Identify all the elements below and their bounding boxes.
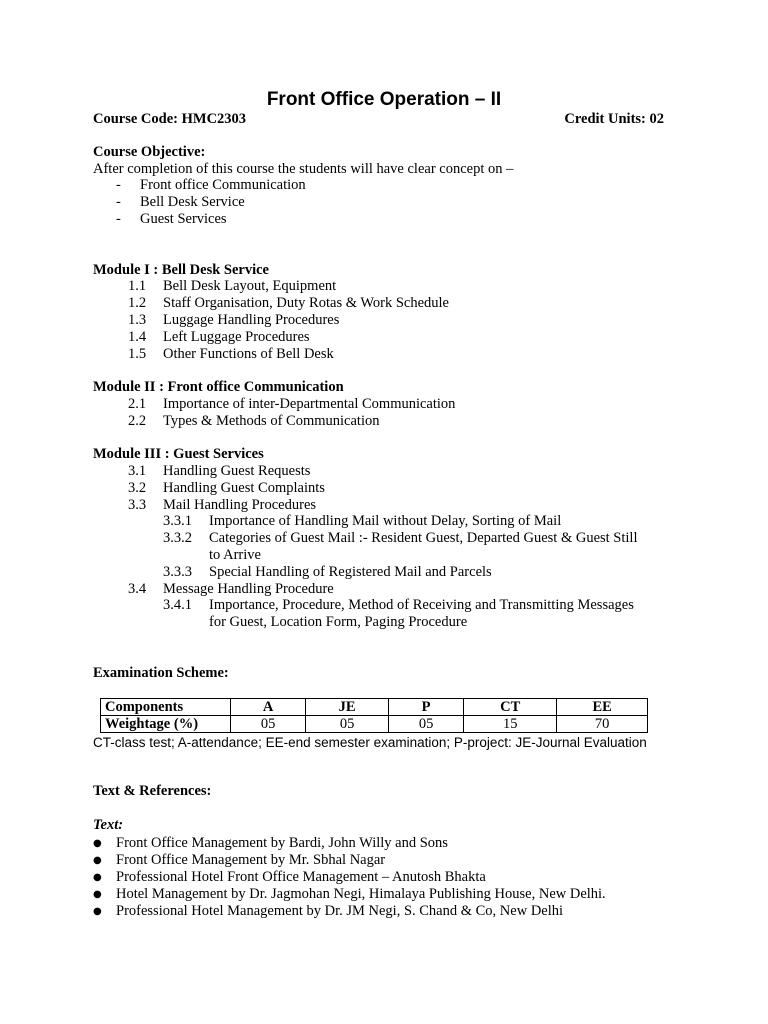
module-subitem-continuation: to Arrive	[209, 547, 261, 563]
module-item-text: Handling Guest Requests	[163, 463, 311, 479]
table-cell: 70	[557, 716, 648, 733]
module-subitem-text: Importance, Procedure, Method of Receiving and Transmitting Messages	[209, 597, 634, 613]
reference-item: Front Office Management by Mr. Sbhal Nagar	[116, 852, 386, 868]
module-1-heading: Module I : Bell Desk Service	[93, 262, 269, 278]
module-item-number: 3.2	[128, 480, 147, 496]
objective-item: Front office Communication	[140, 177, 306, 193]
objective-dash: -	[116, 194, 121, 210]
page-title: Front Office Operation – II	[266, 89, 502, 110]
module-subitem-number: 3.3.2	[163, 530, 192, 546]
module-item-number: 1.3	[128, 312, 147, 328]
table-cell: 05	[389, 716, 464, 733]
table-cell: 05	[231, 716, 306, 733]
credit-units: Credit Units: 02	[564, 111, 664, 127]
module-item-number: 1.2	[128, 295, 147, 311]
table-cell: 05	[306, 716, 389, 733]
module-subitem-number: 3.3.1	[163, 513, 192, 529]
module-subitem-number: 3.4.1	[163, 597, 192, 613]
module-item-text: Bell Desk Layout, Equipment	[163, 278, 337, 294]
module-item-text: Mail Handling Procedures	[163, 497, 317, 513]
reference-item: Front Office Management by Bardi, John Willy and Sons	[116, 835, 448, 851]
table-cell: JE	[306, 699, 389, 716]
module-2-heading: Module II : Front office Communication	[93, 379, 344, 395]
module-subitem-text: Importance of Handling Mail without Delay, Sorting of Mail	[209, 513, 562, 529]
module-item-text: Handling Guest Complaints	[163, 480, 325, 496]
module-item-number: 1.5	[128, 346, 147, 362]
module-item-text: Importance of inter-Departmental Communication	[163, 396, 456, 412]
references-subheading: Text:	[93, 817, 124, 833]
module-item-number: 1.1	[128, 278, 147, 294]
reference-item: Professional Hotel Front Office Management – Anutosh Bhakta	[116, 869, 486, 885]
module-item-text: Message Handling Procedure	[163, 581, 334, 597]
module-item-number: 3.1	[128, 463, 147, 479]
objective-heading: Course Objective:	[93, 144, 206, 160]
module-item-text: Types & Methods of Communication	[163, 413, 380, 429]
bullet-icon: ●	[93, 838, 102, 849]
exam-note: CT-class test; A-attendance; EE-end semester examination; P-project: JE-Journal Evaluation	[93, 735, 647, 750]
exam-scheme-table	[100, 698, 648, 733]
reference-item: Professional Hotel Management by Dr. JM Negi, S. Chand & Co, New Delhi	[116, 903, 564, 919]
table-cell: P	[389, 699, 464, 716]
module-3-heading: Module III : Guest Services	[93, 446, 264, 462]
module-subitem-number: 3.3.3	[163, 564, 192, 580]
module-subitem-text: Categories of Guest Mail :- Resident Guest, Departed Guest & Guest Still	[209, 530, 638, 546]
module-subitem-continuation: for Guest, Location Form, Paging Procedure	[209, 614, 468, 630]
module-subitem-text: Special Handling of Registered Mail and Parcels	[209, 564, 492, 580]
bullet-icon: ●	[93, 889, 102, 900]
module-item-number: 1.4	[128, 329, 147, 345]
module-item-number: 3.4	[128, 581, 147, 597]
module-item-text: Staff Organisation, Duty Rotas & Work Schedule	[163, 295, 449, 311]
module-item-text: Left Luggage Procedures	[163, 329, 310, 345]
references-heading: Text & References:	[93, 783, 212, 799]
table-header-row	[101, 699, 648, 716]
table-row	[101, 716, 648, 733]
table-cell: 15	[464, 716, 557, 733]
table-cell: Weightage (%)	[101, 716, 231, 733]
module-item-number: 2.2	[128, 413, 147, 429]
table-cell: Components	[101, 699, 231, 716]
objective-dash: -	[116, 211, 121, 227]
reference-item: Hotel Management by Dr. Jagmohan Negi, Himalaya Publishing House, New Delhi.	[116, 886, 606, 902]
table-cell: A	[231, 699, 306, 716]
objective-intro: After completion of this course the students will have clear concept on –	[93, 161, 514, 177]
course-code: Course Code: HMC2303	[93, 111, 247, 127]
module-item-text: Other Functions of Bell Desk	[163, 346, 334, 362]
objective-dash: -	[116, 177, 121, 193]
table-cell: CT	[464, 699, 557, 716]
objective-item: Guest Services	[140, 211, 227, 227]
exam-heading: Examination Scheme:	[93, 665, 229, 681]
module-item-text: Luggage Handling Procedures	[163, 312, 340, 328]
module-item-number: 2.1	[128, 396, 147, 412]
bullet-icon: ●	[93, 906, 102, 917]
table-cell: EE	[557, 699, 648, 716]
objective-item: Bell Desk Service	[140, 194, 245, 210]
bullet-icon: ●	[93, 855, 102, 866]
bullet-icon: ●	[93, 872, 102, 883]
module-item-number: 3.3	[128, 497, 147, 513]
